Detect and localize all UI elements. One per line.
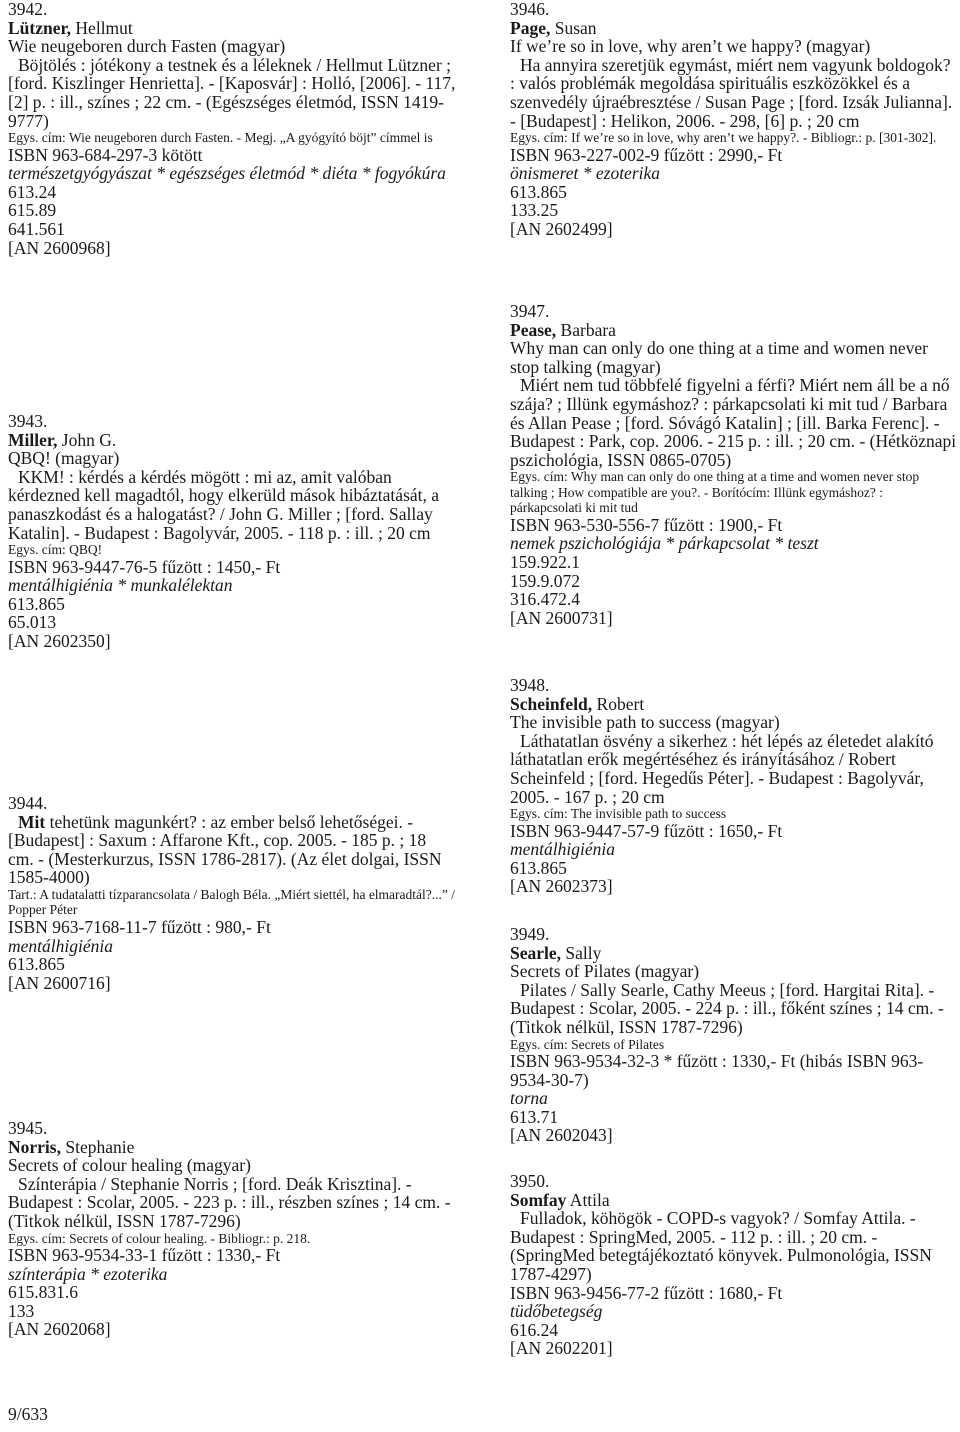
entry-class: 616.24 [510,1319,559,1340]
entry-isbn: ISBN 963-7168-11-7 fűzött : 980,- Ft [8,916,271,937]
entry-description: KKM! : kérdés a kérdés mögött : mi az, amit valóban kérdezned kell magadtól, hogy elkerüld mások hibáztatását, a panaszkodást és a halogatást? / John G. Miller ; [ford. Sallay Katalin]. - Budapest : Bagolyvár, 2005. - 118 p. : ill. ; 20 cm [8,466,440,543]
entry-class: 615.831.6 [8,1282,78,1303]
entry-class: 159.9.072 [510,570,580,591]
entry-author: Miller, John G. [8,429,117,450]
entry-notes: Egys. cím: Secrets of Pilates [510,1036,665,1052]
entry-isbn: ISBN 963-9447-76-5 fűzött : 1450,- Ft [8,556,281,577]
entry-isbn: ISBN 963-9447-57-9 fűzött : 1650,- Ft [510,820,783,841]
entry-title: If we’re so in love, why aren’t we happy? (magyar) [510,36,871,57]
entry-an: [AN 2602373] [510,876,613,897]
entry-an: [AN 2600731] [510,607,613,628]
entry-notes: Egys. cím: Why man can only do one thing at a time and women never stop talking ; How compatible are you?. - Borítócím: Illünk egymáshoz? : párkapcsolati ki mit tud [510,469,920,516]
entry-title: QBQ! (magyar) [8,448,120,469]
entry-notes: Egys. cím: If we’re so in love, why aren’t we happy?. - Bibliogr.: p. [301-302]. [510,130,937,146]
entry-3950 [510,1172,958,1358]
entry-3949 [510,925,958,1145]
entry-author: Lützner, Hellmut [8,17,133,38]
entry-an: [AN 2602068] [8,1319,111,1340]
entry-class: 133 [8,1300,35,1321]
entry-class: 316.472.4 [510,589,580,610]
entry-isbn: ISBN 963-227-002-9 fűzött : 2990,- Ft [510,144,783,165]
entry-class: 613.865 [510,181,567,202]
entry-isbn: ISBN 963-684-297-3 kötött [8,144,203,165]
entry-subjects: torna [510,1088,548,1109]
entry-an: [AN 2602499] [510,219,613,240]
entry-subjects: nemek pszichológiája * párkapcsolat * teszt [510,533,819,554]
entry-number: 3950. [510,1171,550,1191]
entry-subjects: mentálhigiénia [8,935,113,956]
entry-class: 613.865 [510,857,567,878]
entry-notes: Egys. cím: The invisible path to success [510,806,727,822]
entry-description: Böjtölés : jótékony a testnek és a léleknek / Hellmut Lützner ; [ford. Kiszlinger Henrietta]. - [Kaposvár] : Holló, [2006]. - 117, [2] p. : ill., színes ; 22 cm. - (Egészséges életmód, ISSN 1419-9777) [8,54,456,131]
entry-3944 [8,794,456,992]
entry-author: Mit tehetünk magunkért? : az ember belső lehetőségei. - [Budapest] : Saxum : Affarone Kft., cop. 2005. - 185 p. ; 18 cm. - (Mesterkurzus, ISSN 1786-2817). (Az élet dolgai, ISSN 1585-4000) [8,811,442,888]
entry-number: 3945. [8,1118,48,1138]
entry-class: 613.865 [8,593,65,614]
entry-isbn: ISBN 963-9456-77-2 fűzött : 1680,- Ft [510,1282,783,1303]
entry-class: 613.865 [8,954,65,975]
entry-title: Secrets of colour healing (magyar) [8,1155,251,1176]
entry-number: 3942. [8,0,48,19]
entry-description: Pilates / Sally Searle, Cathy Meeus ; [ford. Hargitai Rita]. - Budapest : Scolar, 2005. - 224 p. : ill., főként színes ; 14 cm. - (Titkok nélkül, ISSN 1787-7296) [510,979,944,1037]
entry-subjects: színterápia * ezoterika [8,1263,168,1284]
entry-3947 [510,302,958,627]
entry-number: 3949. [510,924,550,944]
entry-author: Pease, Barbara [510,319,616,340]
entry-3945 [8,1119,456,1339]
entry-description: Ha annyira szeretjük egymást, miért nem vagyunk boldogok? : valós problémák megoldása spirituális eszközökkel és a szenvedély újraébresztése / Susan Page ; [ford. Izsák Julianna]. - [Budapest] : Helikon, 2006. - 298, [6] p. ; 20 cm [510,54,953,131]
entry-isbn: ISBN 963-530-556-7 fűzött : 1900,- Ft [510,514,783,535]
entry-subjects: mentálhigiénia * munkalélektan [8,575,233,596]
entry-notes: Egys. cím: Secrets of colour healing. - Bibliogr.: p. 218. [8,1230,311,1246]
entry-class: 613.24 [8,181,57,202]
entry-an: [AN 2600716] [8,972,111,993]
entry-title: The invisible path to success (magyar) [510,712,780,733]
entry-notes: Egys. cím: QBQ! [8,542,103,558]
entry-author: Searle, Sally [510,942,602,963]
entry-3942 [8,0,456,257]
entry-author: Page, Susan [510,17,597,38]
entry-number: 3947. [510,301,550,321]
entry-3943 [8,412,456,651]
entry-3948 [510,676,958,896]
entry-description: Miért nem tud többfelé figyelni a férfi? Miért nem áll be a nő szája? ; Illünk egymáshoz? : párkapcsolati ki mit tud / Barbara és Allan Pease ; [ford. Sóvágó Katalin] ; [ill. Barka Ferenc]. - Budapest : Park, cop. 2006. - 215 p. : ill. ; 20 cm. - (Hétköznapi pszichológia, ISSN 0865-0705) [510,375,957,470]
entry-an: [AN 2602043] [510,1125,613,1146]
entry-author: Scheinfeld, Robert [510,693,645,714]
entry-number: 3946. [510,0,550,19]
entry-title: Why man can only do one thing at a time and women never stop talking (magyar) [510,338,928,377]
entry-number: 3948. [510,675,550,695]
entry-an: [AN 2602350] [8,631,111,652]
entry-description: Láthatatlan ösvény a sikerhez : hét lépés az életedet alakító láthatatlan erők megértéséhez és irányításához / Robert Scheinfeld ; [ford. Hegedűs Péter]. - Budapest : Bagolyvár, 2005. - 167 p. ; 20 cm [510,730,934,807]
entry-class: 615.89 [8,200,57,221]
entry-subjects: tüdőbetegség [510,1301,603,1322]
entry-description: Színterápia / Stephanie Norris ; [ford. Deák Krisztina]. - Budapest : Scolar, 2005. - 223 p. : ill., részben színes ; 14 cm. - (Titkok nélkül, ISSN 1787-7296) [8,1173,451,1231]
entry-description: Fulladok, köhögök - COPD-s vagyok? / Somfay Attila. - Budapest : SpringMed, 2005. - 112 p. : ill. ; 20 cm. - (SpringMed betegtájékoztató könyvek. Pulmonológia, ISSN 1787-4297) [510,1208,932,1284]
entry-subjects: mentálhigiénia [510,839,615,860]
entry-number: 3944. [8,793,48,813]
entry-title: Secrets of Pilates (magyar) [510,961,700,982]
entry-notes: Egys. cím: Wie neugeboren durch Fasten. - Megj. „A gyógyító böjt” címmel is [8,130,433,146]
entry-notes: Tart.: A tudatalatti tízparancsolata / Balogh Béla. „Miért siettél, ha elmaradtál?...” / Popper Péter [8,886,456,918]
entry-class: 613.71 [510,1106,559,1127]
entry-isbn: ISBN 963-9534-32-3 * fűzött : 1330,- Ft (hibás ISBN 963-9534-30-7) [510,1051,924,1090]
page-number: 9/633 [8,1404,48,1424]
entry-subjects: önismeret * ezoterika [510,163,661,184]
entry-author: Somfay Attila [510,1189,610,1210]
entry-an: [AN 2600968] [8,237,111,258]
entry-3946 [510,0,958,239]
entry-number: 3943. [8,411,48,431]
entry-author: Norris, Stephanie [8,1136,135,1157]
entry-class: 65.013 [8,612,57,633]
entry-isbn: ISBN 963-9534-33-1 fűzött : 1330,- Ft [8,1245,281,1266]
entry-an: [AN 2602201] [510,1338,613,1359]
entry-class: 159.922.1 [510,552,580,573]
entry-class: 133.25 [510,200,559,221]
entry-subjects: természetgyógyászat * egészséges életmód * diéta * fogyókúra [8,163,446,184]
entry-title: Wie neugeboren durch Fasten (magyar) [8,36,286,57]
entry-class: 641.561 [8,219,65,240]
